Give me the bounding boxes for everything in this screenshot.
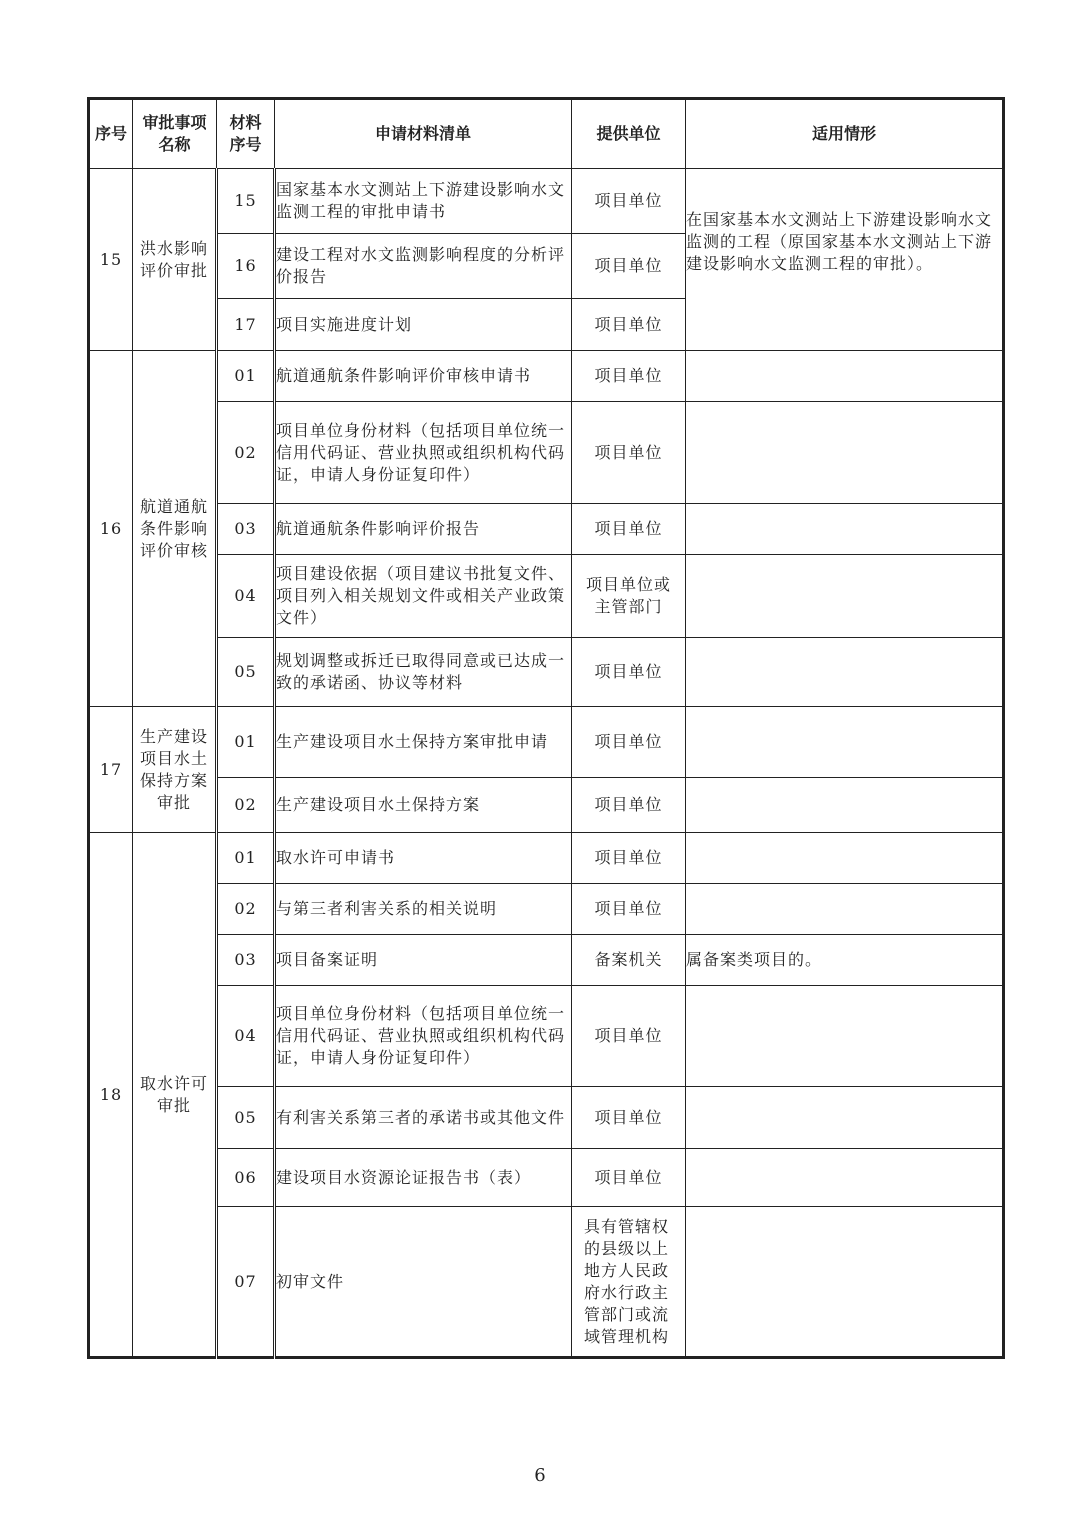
material-text: 取水许可申请书 xyxy=(275,833,572,884)
situation: 在国家基本水文测站上下游建设影响水文监测的工程（原国家基本水文测站上下游建设影响水文监测工程的审批）。 xyxy=(686,169,1004,351)
material-text: 有利害关系第三者的承诺书或其他文件 xyxy=(275,1087,572,1149)
table-row xyxy=(89,884,1004,935)
situation xyxy=(686,402,1004,504)
group-seq: 16 xyxy=(89,351,133,707)
material-no: 06 xyxy=(217,1149,275,1207)
material-text: 生产建设项目水土保持方案审批申请 xyxy=(275,707,572,778)
situation xyxy=(686,778,1004,833)
provider: 备案机关 xyxy=(572,935,686,986)
group-item: 航道通航 条件影响 评价审核 xyxy=(133,351,217,707)
group-item: 生产建设 项目水土 保持方案 审批 xyxy=(133,707,217,833)
material-text: 项目建设依据（项目建议书批复文件、项目列入相关规划文件或相关产业政策文件） xyxy=(275,555,572,638)
material-text: 国家基本水文测站上下游建设影响水文监测工程的审批申请书 xyxy=(275,169,572,234)
material-no: 05 xyxy=(217,1087,275,1149)
group-item: 取水许可 审批 xyxy=(133,833,217,1358)
page-number: 6 xyxy=(534,1465,546,1486)
header-materials: 申请材料清单 xyxy=(275,99,572,169)
material-text: 建设项目水资源论证报告书（表） xyxy=(275,1149,572,1207)
material-no: 02 xyxy=(217,402,275,504)
material-text: 建设工程对水文监测影响程度的分析评价报告 xyxy=(275,234,572,299)
material-no: 16 xyxy=(217,234,275,299)
table-row xyxy=(89,986,1004,1087)
situation xyxy=(686,1087,1004,1149)
group-seq: 17 xyxy=(89,707,133,833)
table-row xyxy=(89,833,1004,884)
header-provider: 提供单位 xyxy=(572,99,686,169)
situation xyxy=(686,833,1004,884)
provider: 项目单位 xyxy=(572,778,686,833)
table-row xyxy=(89,1087,1004,1149)
material-no: 01 xyxy=(217,707,275,778)
header-situation: 适用情形 xyxy=(686,99,1004,169)
header-mat-seq: 材料 序号 xyxy=(217,99,275,169)
provider: 具有管辖权的县级以上地方人民政府水行政主管部门或流域管理机构 xyxy=(572,1207,686,1358)
provider: 项目单位 xyxy=(572,986,686,1087)
material-text: 项目备案证明 xyxy=(275,935,572,986)
material-text: 生产建设项目水土保持方案 xyxy=(275,778,572,833)
table-row xyxy=(89,1149,1004,1207)
situation: 属备案类项目的。 xyxy=(686,935,1004,986)
material-no: 02 xyxy=(217,778,275,833)
provider: 项目单位 xyxy=(572,638,686,707)
group-seq: 15 xyxy=(89,169,133,351)
table-row xyxy=(89,1207,1004,1358)
material-no: 03 xyxy=(217,504,275,555)
material-text: 项目单位身份材料（包括项目单位统一信用代码证、营业执照或组织机构代码证，申请人身份证复印件） xyxy=(275,402,572,504)
table-row xyxy=(89,351,1004,402)
table-row xyxy=(89,555,1004,638)
material-text: 规划调整或拆迁已取得同意或已达成一致的承诺函、协议等材料 xyxy=(275,638,572,707)
material-no: 01 xyxy=(217,351,275,402)
situation xyxy=(686,555,1004,638)
provider: 项目单位 xyxy=(572,884,686,935)
situation xyxy=(686,1149,1004,1207)
provider: 项目单位 xyxy=(572,402,686,504)
material-no: 04 xyxy=(217,986,275,1087)
situation xyxy=(686,351,1004,402)
table-row xyxy=(89,778,1004,833)
situation xyxy=(686,986,1004,1087)
provider: 项目单位 xyxy=(572,299,686,351)
table-row xyxy=(89,638,1004,707)
material-text: 航道通航条件影响评价报告 xyxy=(275,504,572,555)
table-row xyxy=(89,935,1004,986)
provider: 项目单位 xyxy=(572,1087,686,1149)
table-row xyxy=(89,707,1004,778)
material-text: 初审文件 xyxy=(275,1207,572,1358)
approval-materials-table xyxy=(87,97,1005,1359)
provider: 项目单位 xyxy=(572,351,686,402)
group-item: 洪水影响 评价审批 xyxy=(133,169,217,351)
situation xyxy=(686,504,1004,555)
material-text: 项目单位身份材料（包括项目单位统一信用代码证、营业执照或组织机构代码证，申请人身份证复印件） xyxy=(275,986,572,1087)
provider: 项目单位 xyxy=(572,504,686,555)
material-no: 02 xyxy=(217,884,275,935)
material-no: 15 xyxy=(217,169,275,234)
material-no: 07 xyxy=(217,1207,275,1358)
header-item: 审批事项 名称 xyxy=(133,99,217,169)
material-no: 04 xyxy=(217,555,275,638)
provider: 项目单位 xyxy=(572,1149,686,1207)
material-no: 01 xyxy=(217,833,275,884)
material-text: 与第三者利害关系的相关说明 xyxy=(275,884,572,935)
situation xyxy=(686,638,1004,707)
provider: 项目单位 xyxy=(572,833,686,884)
provider: 项目单位 xyxy=(572,234,686,299)
provider: 项目单位 xyxy=(572,169,686,234)
provider: 项目单位 xyxy=(572,707,686,778)
material-text: 项目实施进度计划 xyxy=(275,299,572,351)
situation xyxy=(686,1207,1004,1358)
material-text: 航道通航条件影响评价审核申请书 xyxy=(275,351,572,402)
material-no: 05 xyxy=(217,638,275,707)
header-row xyxy=(89,99,1004,169)
provider: 项目单位或 主管部门 xyxy=(572,555,686,638)
header-seq: 序号 xyxy=(89,99,133,169)
table-row xyxy=(89,402,1004,504)
situation xyxy=(686,884,1004,935)
situation xyxy=(686,707,1004,778)
material-no: 03 xyxy=(217,935,275,986)
table-row xyxy=(89,169,1004,234)
group-seq: 18 xyxy=(89,833,133,1358)
table-row xyxy=(89,504,1004,555)
material-no: 17 xyxy=(217,299,275,351)
